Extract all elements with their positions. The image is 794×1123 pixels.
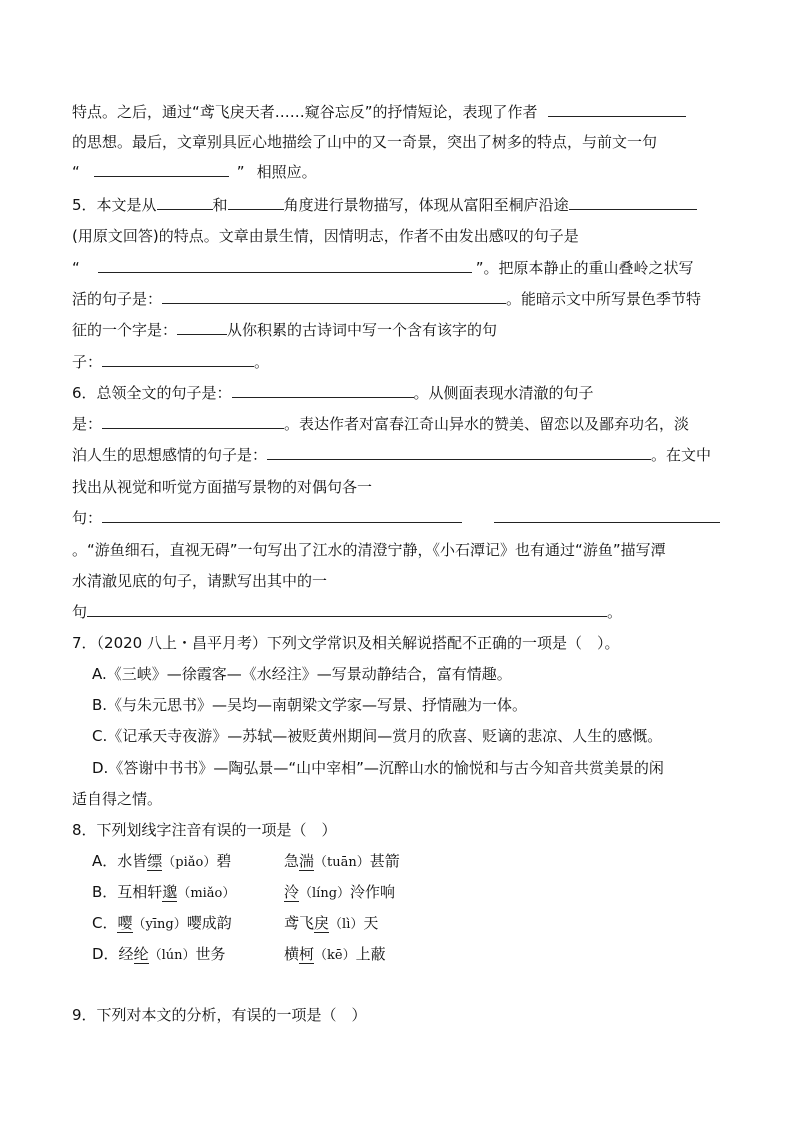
underlined-char: 柯 <box>299 945 315 963</box>
text-line-1: 特点。之后，通过“鸢飞戾天者……窥谷忘反”的抒情短论，表现了作者 <box>72 102 686 122</box>
answer-blank[interactable] <box>228 195 284 210</box>
underlined-char: 邈 <box>162 883 178 901</box>
underlined-char: 纶 <box>133 945 149 963</box>
answer-blank[interactable] <box>569 195 697 210</box>
q6-line-2: 是： 。表达作者对富春江奇山异水的赞美、留恋以及鄙弃功名，淡 <box>72 415 690 433</box>
answer-blank[interactable] <box>267 445 651 460</box>
answer-blank[interactable] <box>157 195 213 210</box>
answer-blank[interactable] <box>87 602 607 617</box>
q5-line-5: 征的一个字是： 从你积累的古诗词中写一个含有该字的句 <box>72 321 498 339</box>
answer-blank[interactable] <box>177 320 227 335</box>
q8-option-a[interactable]: A．水皆缥（piǎo）碧 急湍（tuān）甚箭 <box>92 852 400 870</box>
underlined-char: 缥 <box>147 852 163 870</box>
q7-stem: 7．（2020 八上・昌平月考）下列文学常识及相关解说搭配不正确的一项是（ ）。 <box>72 634 620 652</box>
q8-option-d[interactable]: D．经纶（lún）世务 横柯（kē）上蔽 <box>92 945 386 963</box>
q7-option-d-cont: 适自得之情。 <box>72 790 163 808</box>
text-line-3: “ ” 相照应。 <box>72 163 317 181</box>
answer-blank[interactable] <box>232 383 414 398</box>
answer-blank[interactable] <box>548 102 686 117</box>
q5-line-3: “ ”。把原本静止的重山叠岭之状写 <box>72 259 694 277</box>
q8-stem: 8．下列划线字注音有误的一项是（ ） <box>72 821 337 839</box>
answer-blank[interactable] <box>98 258 472 273</box>
q7-option-c[interactable]: C.《记承天寺夜游》—苏轼—被贬黄州期间—赏月的欣喜、贬谪的悲凉、人生的感慨。 <box>92 727 663 745</box>
q8-option-c[interactable]: C．嘤（yīng）嘤成韵 鸢飞戾（lì）天 <box>92 914 379 932</box>
text-line-2: 的思想。最后，文章别具匠心地描绘了山中的又一奇景，突出了树多的特点，与前文一句 <box>72 133 658 151</box>
q6-line-7: 水清澈见底的句子，请默写出其中的一 <box>72 572 328 590</box>
underlined-char: 湍 <box>299 852 315 870</box>
q6-line-4: 找出从视觉和听觉方面描写景物的对偶句各一 <box>72 478 373 496</box>
q6-line-8: 句 。 <box>72 603 623 621</box>
q5-line-4: 活的句子是： 。能暗示文中所写景色季节特 <box>72 290 702 308</box>
q6-line-1: 6．总领全文的句子是： 。从侧面表现水清澈的句子 <box>72 384 594 402</box>
answer-blank[interactable] <box>102 352 254 367</box>
answer-blank[interactable] <box>494 508 720 523</box>
q6-line-5: 句： <box>72 508 720 528</box>
answer-blank[interactable] <box>162 289 506 304</box>
q5-line-1: 5．本文是从 和 角度进行景物描写，体现从富阳至桐庐沿途 <box>72 195 697 215</box>
q8-option-b[interactable]: B．互相轩邈（miǎo） 泠（líng）泠作响 <box>92 883 396 901</box>
q6-line-3: 泊人生的思想感情的句子是： 。在文中 <box>72 446 712 464</box>
underlined-char: 戾 <box>314 914 330 932</box>
underlined-char: 泠 <box>284 883 300 901</box>
q9-stem: 9．下列对本文的分析，有误的一项是（ ） <box>72 1006 367 1024</box>
underlined-char: 嘤 <box>117 914 133 932</box>
q5-line-2: (用原文回答)的特点。文章由景生情，因情明志，作者不由发出感叹的句子是 <box>72 227 579 245</box>
answer-blank[interactable] <box>94 162 229 177</box>
q5-line-6: 子： 。 <box>72 353 270 371</box>
q6-line-6: 。“游鱼细石，直视无碍”一句写出了江水的清澄宁静，《小石潭记》也有通过“游鱼”描写潭 <box>72 541 666 559</box>
answer-blank[interactable] <box>102 508 462 523</box>
answer-blank[interactable] <box>102 414 284 429</box>
q7-option-a[interactable]: A.《三峡》—徐霞客—《水经注》—写景动静结合，富有情趣。 <box>92 665 512 683</box>
q7-option-b[interactable]: B.《与朱元思书》—吴均—南朝梁文学家—写景、抒情融为一体。 <box>92 696 528 714</box>
q7-option-d[interactable]: D.《答谢中书书》—陶弘景—“山中宰相”—沉醉山水的愉悦和与古今知音共赏美景的闲 <box>92 759 664 777</box>
